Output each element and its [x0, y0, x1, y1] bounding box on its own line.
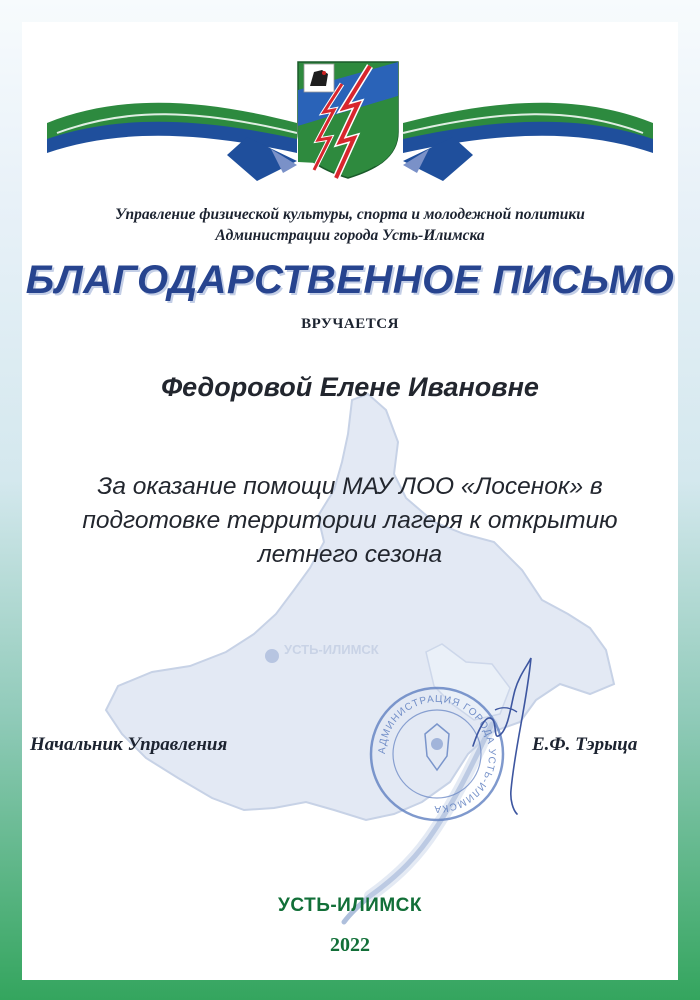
letter-body: [22, 22, 678, 980]
map-city-label: УСТЬ-ИЛИМСК: [284, 642, 379, 657]
organization-line-1: Управление физической культуры, спорта и молодежной политики: [115, 206, 585, 223]
award-reason-line-3: летнего сезона: [257, 541, 443, 568]
award-reason-line-1: За оказание помощи МАУ ЛОО «Лосенок» в: [97, 473, 603, 500]
awarded-label: ВРУЧАЕТСЯ: [301, 316, 399, 332]
footer-city-logo: УСТЬ-ИЛИМСК: [278, 895, 422, 916]
footer-year: 2022: [330, 934, 370, 956]
seal-text: АДМИНИСТРАЦИЯ ГОРОДА УСТЬ-ИЛИМСКА: [376, 693, 498, 815]
organization-line-2: Администрации города Усть-Илимска: [215, 227, 485, 244]
award-reason-line-2: подготовке территории лагеря к открытию: [82, 507, 618, 534]
coat-of-arms-icon: [296, 60, 400, 180]
signer-name: Е.Ф. Тэрыца: [532, 734, 638, 755]
signer-position: Начальник Управления: [30, 734, 228, 755]
map-city-dot: [265, 649, 279, 663]
award-reason: [62, 470, 638, 572]
recipient-name: Федоровой Елене Ивановне: [161, 372, 539, 402]
letter-title: БЛАГОДАРСТВЕННОЕ ПИСЬМО: [25, 258, 675, 302]
